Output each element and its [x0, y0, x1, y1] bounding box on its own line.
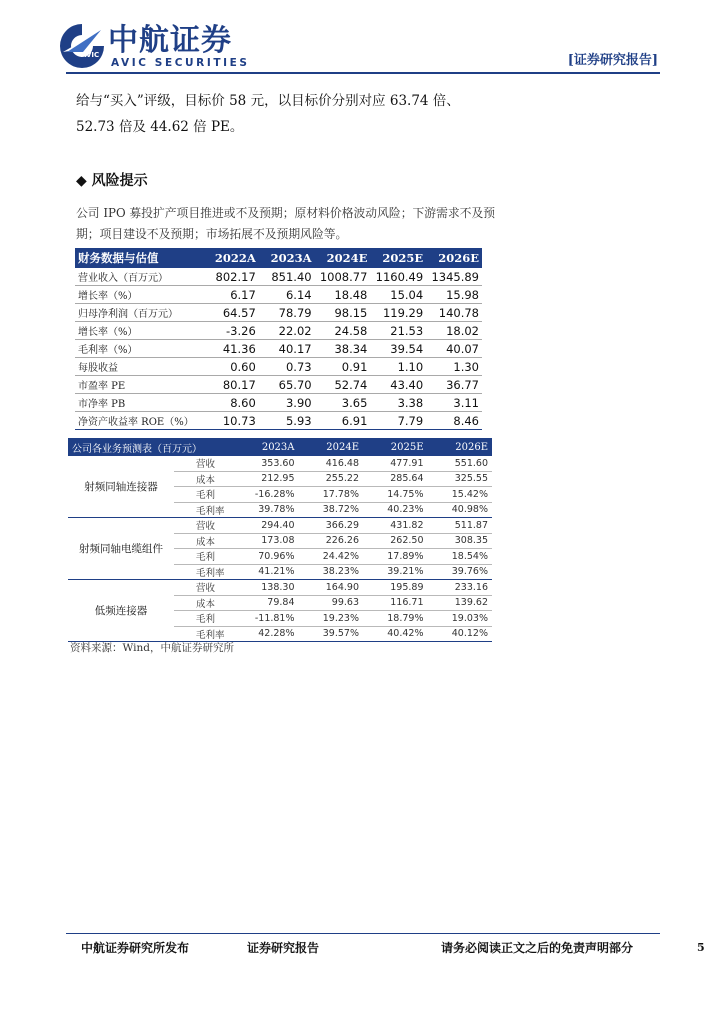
- table-cell: 40.17: [259, 340, 315, 358]
- table-cell: 39.21%: [363, 564, 428, 580]
- table-cell: 39.78%: [234, 502, 299, 518]
- table-cell: 41.21%: [234, 564, 299, 580]
- table-cell: 1.10: [370, 358, 426, 376]
- table-cell: 40.42%: [363, 626, 428, 642]
- metric-label: 营收: [174, 518, 234, 534]
- table-row: [75, 322, 482, 340]
- table-cell: 18.02: [426, 322, 482, 340]
- table-header-row: [75, 248, 482, 268]
- table-cell: 477.91: [363, 456, 428, 471]
- table-cell: 551.60: [428, 456, 493, 471]
- table-cell: 164.90: [299, 580, 364, 596]
- table-row: [75, 286, 482, 304]
- table-cell: 6.14: [259, 286, 315, 304]
- metric-label: 成本: [174, 471, 234, 487]
- table-cell: 65.70: [259, 376, 315, 394]
- table-cell: 64.57: [203, 304, 259, 322]
- row-label: 每股收益: [75, 358, 203, 376]
- table-row: [68, 518, 492, 534]
- table-cell: 255.22: [299, 471, 364, 487]
- header-divider: [66, 72, 660, 74]
- table-cell: 38.23%: [299, 564, 364, 580]
- brand-name-cn: 中航证券: [108, 23, 232, 58]
- table-cell: -16.28%: [234, 487, 299, 503]
- table-cell: 17.89%: [363, 549, 428, 565]
- footer-disclaimer-note: 请务必阅读正文之后的免责声明部分: [441, 941, 634, 955]
- table-cell: 10.73: [203, 412, 259, 430]
- metric-label: 成本: [174, 533, 234, 549]
- table-cell: 3.38: [370, 394, 426, 412]
- row-label: 增长率（%）: [75, 322, 203, 340]
- table-cell: 40.07: [426, 340, 482, 358]
- table-cell: 802.17: [203, 268, 259, 286]
- table-cell: 18.79%: [363, 611, 428, 627]
- segment-label: 射频同轴电缆组件: [68, 518, 174, 580]
- row-label: 毛利率（%）: [75, 340, 203, 358]
- table-cell: 431.82: [363, 518, 428, 534]
- table-cell: 39.76%: [428, 564, 493, 580]
- table-cell: 39.54: [370, 340, 426, 358]
- table-cell: 353.60: [234, 456, 299, 471]
- table-cell: 511.87: [428, 518, 493, 534]
- table-cell: 38.72%: [299, 502, 364, 518]
- table-row: [68, 580, 492, 596]
- table-cell: 416.48: [299, 456, 364, 471]
- footer-divider: [66, 933, 660, 934]
- table-cell: 18.54%: [428, 549, 493, 565]
- table-cell: 233.16: [428, 580, 493, 596]
- table-cell: 18.48: [315, 286, 371, 304]
- table-cell: 139.62: [428, 595, 493, 611]
- table-cell: 140.78: [426, 304, 482, 322]
- table-title-header: 财务数据与估值: [75, 248, 203, 268]
- year-header: 2022A: [203, 248, 259, 268]
- table-cell: 41.36: [203, 340, 259, 358]
- year-header: 2026E: [426, 248, 482, 268]
- metric-label: 毛利率: [174, 502, 234, 518]
- table-cell: 17.78%: [299, 487, 364, 503]
- table-cell: 3.90: [259, 394, 315, 412]
- table-cell: 22.02: [259, 322, 315, 340]
- table-cell: 8.60: [203, 394, 259, 412]
- segment-forecast-table: [68, 438, 492, 642]
- table-cell: 119.29: [370, 304, 426, 322]
- table-header-row: [68, 438, 492, 456]
- table-row: [68, 456, 492, 471]
- table-cell: 195.89: [363, 580, 428, 596]
- year-header: 2025E: [370, 248, 426, 268]
- metric-label: 毛利率: [174, 564, 234, 580]
- table-cell: 3.11: [426, 394, 482, 412]
- table-cell: 40.98%: [428, 502, 493, 518]
- table-cell: 38.34: [315, 340, 371, 358]
- table-cell: 1345.89: [426, 268, 482, 286]
- table-cell: 3.65: [315, 394, 371, 412]
- year-header: 2026E: [428, 438, 493, 456]
- table-cell: 308.35: [428, 533, 493, 549]
- table-row: [75, 358, 482, 376]
- table-cell: 40.23%: [363, 502, 428, 518]
- table-cell: 52.74: [315, 376, 371, 394]
- table-cell: 40.12%: [428, 626, 493, 642]
- table-cell: 5.93: [259, 412, 315, 430]
- table-cell: 6.91: [315, 412, 371, 430]
- table-cell: 285.64: [363, 471, 428, 487]
- table-cell: 851.40: [259, 268, 315, 286]
- table-cell: 15.04: [370, 286, 426, 304]
- footer-report-type: 证券研究报告: [247, 941, 320, 955]
- table-row: [75, 412, 482, 430]
- table-cell: -3.26: [203, 322, 259, 340]
- table-cell: 138.30: [234, 580, 299, 596]
- table-cell: 43.40: [370, 376, 426, 394]
- table-cell: 42.28%: [234, 626, 299, 642]
- table-cell: 116.71: [363, 595, 428, 611]
- table-cell: 173.08: [234, 533, 299, 549]
- metric-label: 毛利: [174, 549, 234, 565]
- metric-label: 成本: [174, 595, 234, 611]
- table-cell: 15.42%: [428, 487, 493, 503]
- year-header: 2025E: [363, 438, 428, 456]
- table-cell: 79.84: [234, 595, 299, 611]
- brand-name-en: AVIC SECURITIES: [111, 57, 250, 69]
- row-label: 市盈率 PE: [75, 376, 203, 394]
- avic-logo-icon: [57, 22, 107, 70]
- table-cell: -11.81%: [234, 611, 299, 627]
- row-label: 归母净利润（百万元）: [75, 304, 203, 322]
- table-cell: 325.55: [428, 471, 493, 487]
- table-cell: 21.53: [370, 322, 426, 340]
- table-cell: 1.30: [426, 358, 482, 376]
- table-row: [75, 304, 482, 322]
- table-cell: 226.26: [299, 533, 364, 549]
- table-cell: 24.58: [315, 322, 371, 340]
- year-header: 2024E: [315, 248, 371, 268]
- table-cell: 6.17: [203, 286, 259, 304]
- table-row: [75, 340, 482, 358]
- metric-label: 营收: [174, 456, 234, 471]
- rating-paragraph: 给与“买入”评级，目标价 58 元，以目标价分别对应 63.74 倍、52.73 倍及 44.62 倍 PE。: [76, 93, 460, 135]
- metric-label: 毛利率: [174, 626, 234, 642]
- table-cell: 80.17: [203, 376, 259, 394]
- table-cell: 8.46: [426, 412, 482, 430]
- table-cell: 7.79: [370, 412, 426, 430]
- row-label: 营业收入（百万元）: [75, 268, 203, 286]
- segment-label: 低频连接器: [68, 580, 174, 642]
- metric-label: 营收: [174, 580, 234, 596]
- table-cell: 0.73: [259, 358, 315, 376]
- table-row: [75, 268, 482, 286]
- table-cell: 24.42%: [299, 549, 364, 565]
- year-header: 2023A: [234, 438, 299, 456]
- row-label: 增长率（%）: [75, 286, 203, 304]
- table-cell: 39.57%: [299, 626, 364, 642]
- logo-text: AVIC: [81, 51, 100, 59]
- year-header: 2024E: [299, 438, 364, 456]
- footer-publisher: 中航证券研究所发布: [81, 941, 190, 955]
- table-cell: 19.03%: [428, 611, 493, 627]
- table-cell: 0.91: [315, 358, 371, 376]
- table-cell: 36.77: [426, 376, 482, 394]
- risk-paragraph: 公司 IPO 募投扩产项目推进或不及预期；原材料价格波动风险；下游需求不及预期；项目建设不及预期；市场拓展不及预期风险等。: [76, 206, 496, 241]
- table-row: [75, 394, 482, 412]
- segment-label: 射频同轴连接器: [68, 456, 174, 518]
- table-cell: 70.96%: [234, 549, 299, 565]
- table-cell: 98.15: [315, 304, 371, 322]
- table-cell: 19.23%: [299, 611, 364, 627]
- metric-label: 毛利: [174, 611, 234, 627]
- financial-forecast-table: [75, 248, 482, 430]
- table-cell: 15.98: [426, 286, 482, 304]
- table-cell: 78.79: [259, 304, 315, 322]
- table-cell: 0.60: [203, 358, 259, 376]
- table-cell: 14.75%: [363, 487, 428, 503]
- metric-label: 毛利: [174, 487, 234, 503]
- table-cell: 294.40: [234, 518, 299, 534]
- table-cell: 1008.77: [315, 268, 371, 286]
- table-cell: 1160.49: [370, 268, 426, 286]
- table-cell: 99.63: [299, 595, 364, 611]
- year-header: 2023A: [259, 248, 315, 268]
- table-cell: 212.95: [234, 471, 299, 487]
- table-cell: 366.29: [299, 518, 364, 534]
- report-tag: [证券研究报告]: [567, 53, 658, 68]
- row-label: 市净率 PB: [75, 394, 203, 412]
- table-row: [75, 376, 482, 394]
- page-number: 5: [697, 941, 705, 954]
- risk-heading: ◆ 风险提示: [76, 173, 148, 189]
- source-note: 资料来源：Wind，中航证券研究所: [70, 642, 234, 654]
- table-cell: 262.50: [363, 533, 428, 549]
- row-label: 净资产收益率 ROE（%）: [75, 412, 203, 430]
- table-title-header: 公司各业务预测表（百万元）: [68, 438, 234, 456]
